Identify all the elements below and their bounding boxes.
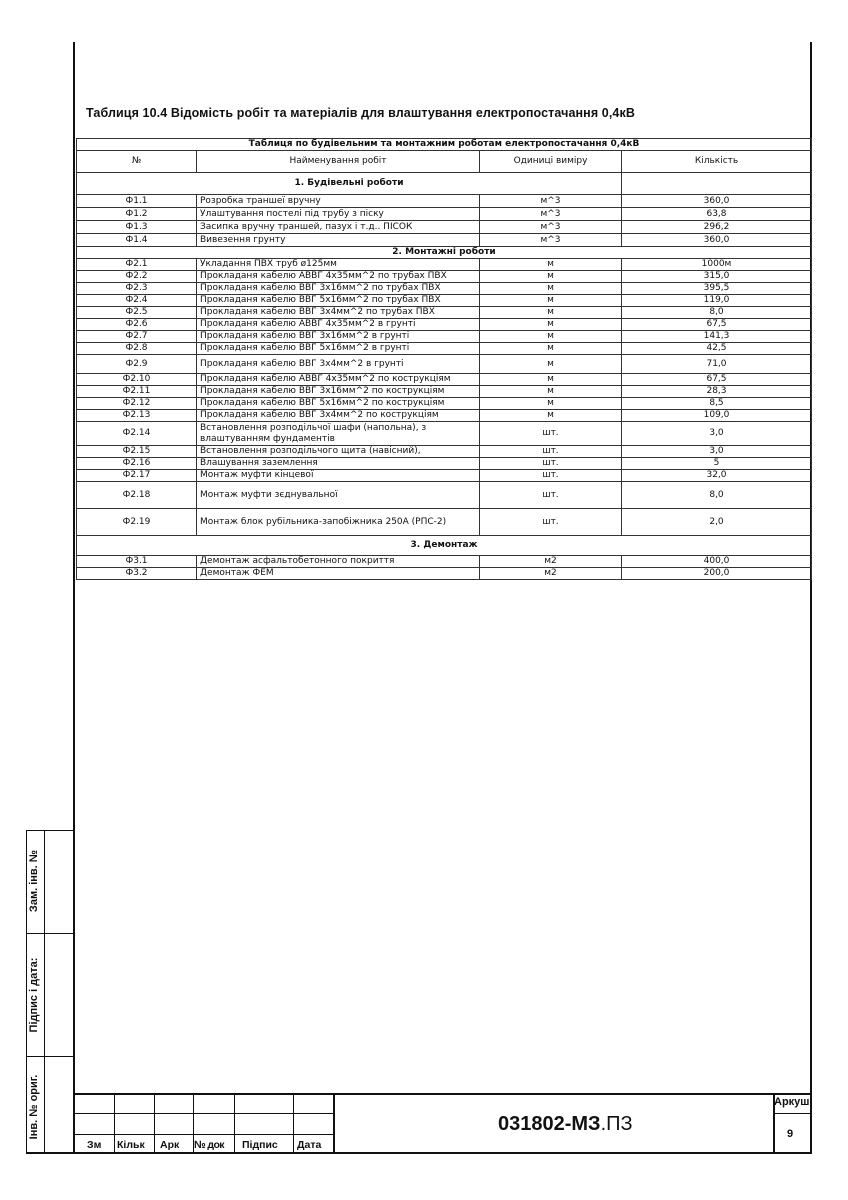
section-title: 1. Будівельні роботи	[77, 173, 622, 195]
row-quantity: 67,5	[622, 374, 812, 386]
works-table-body	[77, 139, 812, 580]
row-work-name: Прокладаня кабелю ВВГ 3х4мм^2 в грунті	[197, 355, 480, 374]
row-work-name: Прокладаня кабелю ВВГ 3х4мм^2 по трубах ПВХ	[197, 307, 480, 319]
table-row	[77, 234, 812, 247]
table-row	[77, 295, 812, 307]
row-unit: м	[480, 259, 622, 271]
table-row	[77, 398, 812, 410]
row-work-name: Прокладаня кабелю АВВГ 4х35мм^2 по кострукціям	[197, 374, 480, 386]
row-quantity: 315,0	[622, 271, 812, 283]
side-stamp-outer-line	[26, 830, 27, 1154]
row-work-name: Монтаж муфти кінцевої	[197, 470, 480, 482]
table-row	[77, 343, 812, 355]
table-row	[77, 422, 812, 446]
sheet-label: Аркуш	[774, 1096, 810, 1108]
section-row	[77, 173, 812, 195]
table-row	[77, 470, 812, 482]
replaced-inv-label: Зам. інв. №	[28, 849, 40, 913]
table-row	[77, 509, 812, 536]
row-quantity: 200,0	[622, 568, 812, 580]
row-quantity: 395,5	[622, 283, 812, 295]
row-number: Ф2.16	[77, 458, 197, 470]
row-quantity: 400,0	[622, 556, 812, 568]
row-unit: м2	[480, 556, 622, 568]
row-number: Ф2.4	[77, 295, 197, 307]
header-name: Найменування робіт	[197, 151, 480, 173]
row-number: Ф2.12	[77, 398, 197, 410]
row-work-name: Прокладаня кабелю ВВГ 3х16мм^2 по трубах ПВХ	[197, 283, 480, 295]
row-work-name: Прокладаня кабелю АВВГ 4х35мм^2 по трубах ПВХ	[197, 271, 480, 283]
col-date-label: Дата	[297, 1139, 322, 1151]
row-work-name: Вивезення грунту	[197, 234, 480, 247]
row-unit: шт.	[480, 470, 622, 482]
table-row	[77, 307, 812, 319]
row-number: Ф3.1	[77, 556, 197, 568]
row-unit: шт.	[480, 422, 622, 446]
document-code	[498, 1113, 633, 1136]
table-row	[77, 386, 812, 398]
row-unit: м	[480, 307, 622, 319]
row-number: Ф2.1	[77, 259, 197, 271]
row-quantity: 119,0	[622, 295, 812, 307]
header-number: №	[77, 151, 197, 173]
header-unit: Одиниці виміру	[480, 151, 622, 173]
section-title: 2. Монтажні роботи	[77, 247, 812, 259]
row-quantity: 8,0	[622, 482, 812, 509]
section-row	[77, 247, 812, 259]
row-work-name: Прокладаня кабелю ВВГ 5х16мм^2 по кострукціям	[197, 398, 480, 410]
row-unit: м	[480, 398, 622, 410]
row-unit: м2	[480, 568, 622, 580]
row-unit: м^3	[480, 221, 622, 234]
row-number: Ф3.2	[77, 568, 197, 580]
row-number: Ф2.17	[77, 470, 197, 482]
table-row	[77, 410, 812, 422]
row-number: Ф2.9	[77, 355, 197, 374]
row-number: Ф2.6	[77, 319, 197, 331]
side-stamp-divider-1	[26, 933, 74, 934]
row-work-name: Улаштування постелі під трубу з піску	[197, 208, 480, 221]
row-number: Ф1.2	[77, 208, 197, 221]
title-block-row-line-1	[74, 1113, 334, 1114]
sheet-number: 9	[787, 1128, 794, 1140]
row-unit: шт.	[480, 509, 622, 536]
table-row	[77, 446, 812, 458]
row-work-name: Прокладаня кабелю ВВГ 5х16мм^2 в грунті	[197, 343, 480, 355]
row-unit: шт.	[480, 458, 622, 470]
row-work-name: Прокладаня кабелю ВВГ 3х4мм^2 по кострукціям	[197, 410, 480, 422]
row-unit: м	[480, 271, 622, 283]
row-number: Ф2.3	[77, 283, 197, 295]
table-row	[77, 208, 812, 221]
row-work-name: Розробка траншеї вручну	[197, 195, 480, 208]
row-unit: м	[480, 355, 622, 374]
section-row	[77, 536, 812, 556]
row-unit: м	[480, 410, 622, 422]
row-quantity: 3,0	[622, 446, 812, 458]
table-title: Таблиця по будівельним та монтажним роботам електропостачання 0,4кВ	[77, 139, 812, 151]
row-number: Ф1.4	[77, 234, 197, 247]
row-unit: м	[480, 386, 622, 398]
title-block-row-line-2	[74, 1134, 334, 1135]
table-title-row	[77, 139, 812, 151]
side-stamp-inner-line	[44, 830, 45, 1154]
row-unit: м	[480, 283, 622, 295]
row-number: Ф2.13	[77, 410, 197, 422]
row-quantity: 42,5	[622, 343, 812, 355]
row-unit: м	[480, 343, 622, 355]
row-work-name: Прокладаня кабелю ВВГ 3х16мм^2 в грунті	[197, 331, 480, 343]
table-row	[77, 259, 812, 271]
row-quantity: 1000м	[622, 259, 812, 271]
row-quantity: 32,0	[622, 470, 812, 482]
row-quantity: 28,3	[622, 386, 812, 398]
row-quantity: 67,5	[622, 319, 812, 331]
row-work-name: Влашування заземлення	[197, 458, 480, 470]
row-work-name: Монтаж блок рубільника-запобіжника 250А (РПС-2)	[197, 509, 480, 536]
col-doc-number-label: № док	[194, 1139, 224, 1151]
row-quantity: 8,5	[622, 398, 812, 410]
col-signature-label: Підпис	[242, 1139, 278, 1151]
row-unit: м^3	[480, 234, 622, 247]
document-code-main: 031802-МЗ	[498, 1113, 601, 1135]
row-number: Ф2.7	[77, 331, 197, 343]
signature-date-label: Підпис і дата:	[28, 957, 40, 1033]
row-unit: шт.	[480, 446, 622, 458]
title-block-col-line-4	[234, 1093, 235, 1153]
row-unit: м^3	[480, 195, 622, 208]
row-unit: м	[480, 374, 622, 386]
document-code-suffix: .ПЗ	[600, 1113, 633, 1135]
row-number: Ф2.14	[77, 422, 197, 446]
table-row	[77, 331, 812, 343]
works-table	[76, 138, 812, 580]
frame-bottom-border	[26, 1152, 812, 1154]
table-row	[77, 374, 812, 386]
row-quantity: 360,0	[622, 195, 812, 208]
row-number: Ф2.19	[77, 509, 197, 536]
row-unit: м	[480, 319, 622, 331]
row-quantity: 5	[622, 458, 812, 470]
row-unit: м	[480, 295, 622, 307]
row-unit: м	[480, 331, 622, 343]
row-quantity: 71,0	[622, 355, 812, 374]
section-title: 3. Демонтаж	[77, 536, 812, 556]
row-number: Ф2.10	[77, 374, 197, 386]
section-empty-cell	[622, 173, 812, 195]
row-number: Ф2.8	[77, 343, 197, 355]
table-row	[77, 568, 812, 580]
col-count-label: Кільк	[117, 1139, 145, 1151]
title-block-col-line-5	[293, 1093, 294, 1153]
row-unit: м^3	[480, 208, 622, 221]
row-quantity: 3,0	[622, 422, 812, 446]
row-work-name: Засипка вручну траншей, пазух і т.д.. ПІСОК	[197, 221, 480, 234]
table-row	[77, 458, 812, 470]
header-quantity: Кількість	[622, 151, 812, 173]
table-row	[77, 271, 812, 283]
row-quantity: 296,2	[622, 221, 812, 234]
title-block-col-line-6	[333, 1093, 335, 1153]
table-row	[77, 319, 812, 331]
row-quantity: 2,0	[622, 509, 812, 536]
row-work-name: Монтаж муфти зєднувальної	[197, 482, 480, 509]
title-block-col-line-2	[154, 1093, 155, 1153]
row-quantity: 109,0	[622, 410, 812, 422]
title-block-col-line-1	[114, 1093, 115, 1153]
table-row	[77, 221, 812, 234]
row-number: Ф1.3	[77, 221, 197, 234]
row-work-name: Укладання ПВХ труб ø125мм	[197, 259, 480, 271]
row-quantity: 360,0	[622, 234, 812, 247]
row-quantity: 141,3	[622, 331, 812, 343]
row-work-name: Прокладаня кабелю ВВГ 5х16мм^2 по трубах ПВХ	[197, 295, 480, 307]
row-work-name: Встановлення розподільчої шафи (напольна), з влаштуванням фундаментів	[197, 422, 480, 446]
table-header-row	[77, 151, 812, 173]
row-work-name: Встановлення розподільчого щита (навісний),	[197, 446, 480, 458]
table-row	[77, 556, 812, 568]
row-quantity: 8,0	[622, 307, 812, 319]
table-row	[77, 283, 812, 295]
col-change-label: Зм	[87, 1139, 102, 1151]
row-work-name: Демонтаж асфальтобетонного покриття	[197, 556, 480, 568]
row-number: Ф2.15	[77, 446, 197, 458]
table-row	[77, 482, 812, 509]
sheet-cell-divider	[773, 1113, 811, 1114]
table-caption: Таблиця 10.4 Відомість робіт та матеріалів для влаштування електропостачання 0,4кВ	[86, 106, 635, 120]
row-quantity: 63,8	[622, 208, 812, 221]
row-work-name: Демонтаж ФЕМ	[197, 568, 480, 580]
table-row	[77, 355, 812, 374]
orig-inv-label: Інв. № ориг.	[28, 1074, 40, 1140]
row-work-name: Прокладаня кабелю АВВГ 4х35мм^2 в грунті	[197, 319, 480, 331]
row-number: Ф1.1	[77, 195, 197, 208]
col-sheet-label: Арк	[160, 1139, 180, 1151]
row-number: Ф2.5	[77, 307, 197, 319]
row-work-name: Прокладаня кабелю ВВГ 3х16мм^2 по кострукціям	[197, 386, 480, 398]
title-block-top-line	[74, 1093, 811, 1095]
row-unit: шт.	[480, 482, 622, 509]
row-number: Ф2.2	[77, 271, 197, 283]
frame-left-border	[73, 42, 75, 1154]
row-number: Ф2.18	[77, 482, 197, 509]
row-number: Ф2.11	[77, 386, 197, 398]
table-row	[77, 195, 812, 208]
